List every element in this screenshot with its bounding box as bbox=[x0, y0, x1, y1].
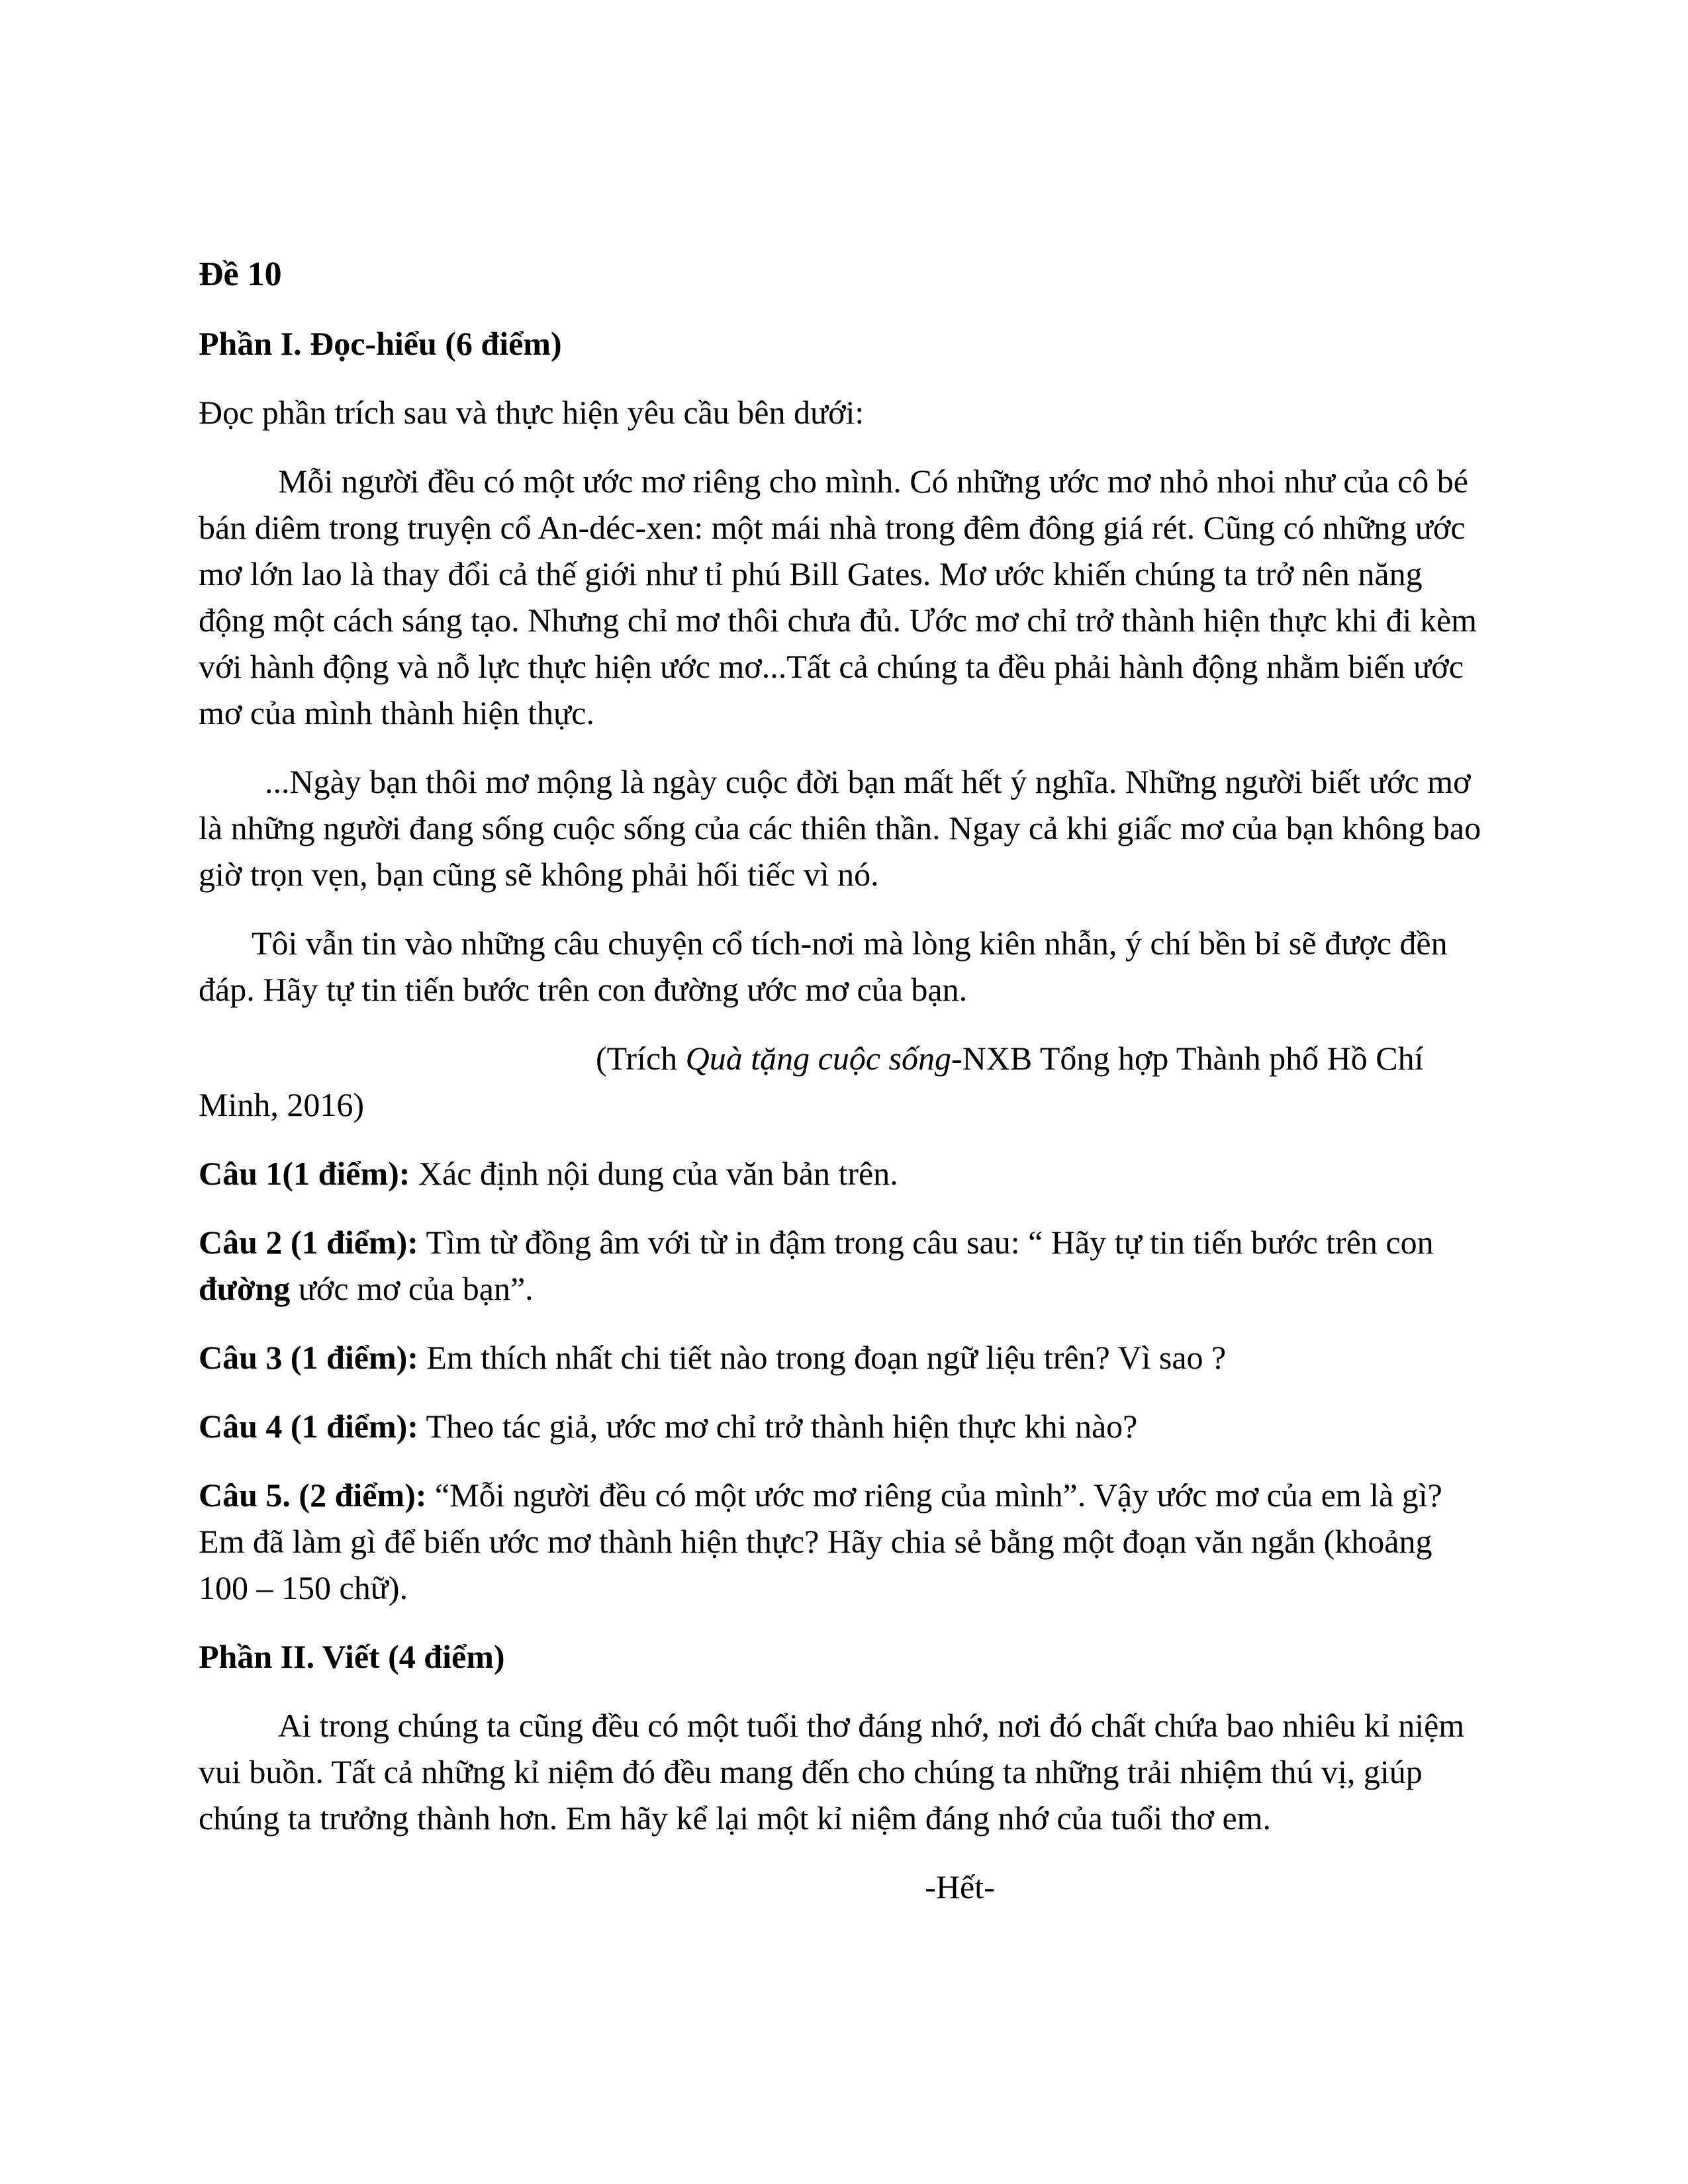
passage-paragraph-3: Tôi vẫn tin vào những câu chuyện cổ tích-nơi mà lòng kiên nhẫn, ý chí bền bỉ sẽ được đền đáp. Hãy tự tin tiến bước trên con đường ước mơ của bạn. bbox=[199, 925, 1448, 1008]
exam-page bbox=[199, 251, 1489, 1910]
writing-prompt: Ai trong chúng ta cũng đều có một tuổi thơ đáng nhớ, nơi đó chất chứa bao nhiêu kỉ niệm vui buồn. Tất cả những kỉ niệm đó đều mang đến cho chúng ta những trải nhiệm thú vị, giúp chúng ta trưởng thành hơn. Em hãy kể lại một kỉ niệm đáng nhớ của tuổi thơ em. bbox=[199, 1707, 1465, 1837]
question-text: Tìm từ đồng âm với từ in đậm trong câu sau: “ Hãy tự tin tiến bước trên con bbox=[418, 1224, 1434, 1261]
question-text: Theo tác giả, ước mơ chỉ trở thành hiện thực khi nào? bbox=[418, 1408, 1138, 1445]
question-label: Câu 1(1 điểm): bbox=[199, 1155, 410, 1192]
question-1 bbox=[199, 1150, 1489, 1197]
question-text: Em thích nhất chi tiết nào trong đoạn ngữ liệu trên? Vì sao ? bbox=[418, 1339, 1227, 1376]
passage-paragraph-2: ...Ngày bạn thôi mơ mộng là ngày cuộc đời bạn mất hết ý nghĩa. Những người biết ước mơ là những người đang sống cuộc sống của các thiên thần. Ngay cả khi giấc mơ của bạn không bao giờ trọn vẹn, bạn cũng sẽ không phải hối tiếc vì nó. bbox=[199, 763, 1481, 893]
question-4 bbox=[199, 1403, 1489, 1449]
passage-paragraph-1: Mỗi người đều có một ước mơ riêng cho mình. Có những ước mơ nhỏ nhoi như của cô bé bán diêm trong truyện cổ An-déc-xen: một mái nhà trong đêm đông giá rét. Cũng có những ước mơ lớn lao là thay đổi cả thế giới như tỉ phú Bill Gates. Mơ ước khiến chúng ta trở nên năng động một cách sáng tạo. Nhưng chỉ mơ thôi chưa đủ. Ước mơ chỉ trở thành hiện thực khi đi kèm với hành động và nỗ lực thực hiện ước mơ...Tất cả chúng ta đều phải hành động nhằm biến ước mơ của mình thành hiện thực. bbox=[199, 463, 1477, 731]
question-label: Câu 5. (2 điểm): bbox=[199, 1477, 427, 1514]
part1-heading: Phần I. Đọc-hiểu (6 điểm) bbox=[199, 325, 562, 362]
end-mark: -Hết- bbox=[925, 1868, 995, 1905]
question-text: “Mỗi người đều có một ước mơ riêng của mình”. Vậy ước mơ của em là gì? Em đã làm gì để biến ước mơ thành hiện thực? Hãy chia sẻ bằng một đoạn văn ngắn (khoảng 100 – 150 chữ). bbox=[199, 1477, 1442, 1606]
question-text-end: ước mơ của bạn”. bbox=[290, 1270, 534, 1307]
instruction-text: Đọc phần trích sau và thực hiện yêu cầu bên dưới: bbox=[199, 394, 865, 431]
source-prefix: (Trích bbox=[596, 1040, 686, 1077]
question-label: Câu 4 (1 điểm): bbox=[199, 1408, 418, 1445]
part2-heading: Phần II. Viết (4 điểm) bbox=[199, 1638, 505, 1675]
question-5 bbox=[199, 1472, 1489, 1611]
question-label: Câu 3 (1 điểm): bbox=[199, 1339, 418, 1376]
highlighted-word: đường bbox=[199, 1270, 291, 1307]
question-label: Câu 2 (1 điểm): bbox=[199, 1224, 418, 1261]
question-text: Xác định nội dung của văn bản trên. bbox=[410, 1155, 898, 1192]
source-citation bbox=[199, 1035, 1489, 1128]
question-2 bbox=[199, 1219, 1489, 1312]
source-book-title: Quà tặng cuộc sống bbox=[685, 1040, 952, 1077]
question-3 bbox=[199, 1334, 1489, 1381]
exam-title: Đề 10 bbox=[199, 255, 282, 293]
source-suffix: -NXB Tổng hợp Thành phố Hồ Chí Minh, 2016) bbox=[199, 1040, 1424, 1123]
